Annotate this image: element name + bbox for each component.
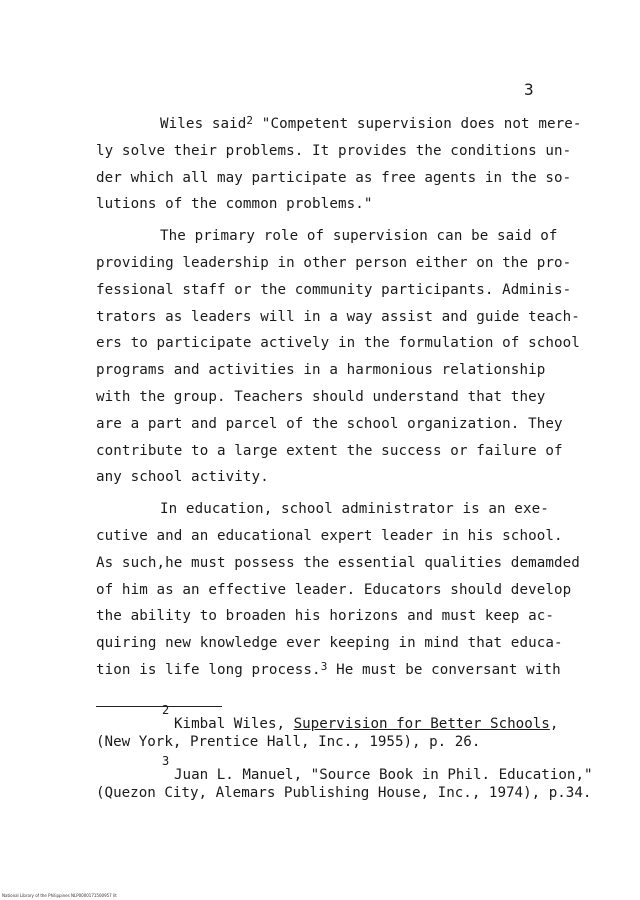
paragraph2-line2: providing leadership in other person either on the pro- xyxy=(96,254,572,271)
paragraph3-line3: As such,he must possess the essential qualities demamded xyxy=(96,554,580,571)
paragraph3-line2: cutive and an educational expert leader in his school. xyxy=(96,527,563,544)
paragraph1-line3: der which all may participate as free agents in the so- xyxy=(96,169,572,186)
paragraph2-line4: trators as leaders will in a way assist and guide teach- xyxy=(96,308,580,325)
paragraph2-line8: are a part and parcel of the school organization. They xyxy=(96,415,563,432)
text-segment: He must be conversant with xyxy=(327,661,561,678)
footnote-2-mark: 2 xyxy=(162,703,170,717)
footnote-ref-2: 2 xyxy=(246,114,254,127)
paragraph3-line6: quiring new knowledge ever keeping in mind that educa- xyxy=(96,635,563,652)
footnote-3-line1: Juan L. Manuel, "Source Book in Phil. Education," xyxy=(174,767,593,783)
paragraph2-line1: The primary role of supervision can be said of xyxy=(160,228,558,245)
paragraph2-line6: programs and activities in a harmonious relationship xyxy=(96,362,546,379)
paragraph2-line5: ers to participate actively in the formulation of school xyxy=(96,335,580,352)
paragraph3-line4: of him as an effective leader. Educators should develop xyxy=(96,581,572,598)
paragraph3-line1: In education, school administrator is an exe- xyxy=(160,501,549,518)
paragraph3-line5: the ability to broaden his horizons and must keep ac- xyxy=(96,608,555,625)
footnotes xyxy=(96,704,616,802)
scan-credit: National Library of the Philippines NLP0000171500957 lit xyxy=(2,893,117,898)
paragraph1-line1 xyxy=(96,114,582,143)
footnote-2-line2: (New York, Prentice Hall, Inc., 1955), p. 26. xyxy=(96,733,481,750)
text-segment: tion is life long process. xyxy=(96,661,321,678)
text-segment: Kimbal Wiles, xyxy=(174,716,294,732)
footnote-3-line2: (Quezon City, Alemars Publishing House, Inc., 1974), p.34. xyxy=(96,784,592,801)
paragraph1-line2: ly solve their problems. It provides the conditions un- xyxy=(96,142,572,159)
paragraph3-line7 xyxy=(96,659,566,689)
paragraph2-line9: contribute to a large extent the success or failure of xyxy=(96,442,563,459)
page-number: 3 xyxy=(524,80,534,99)
text-segment: , xyxy=(549,716,559,732)
footnote-ref-3: 3 xyxy=(320,659,328,673)
text-segment: "Competent supervision does not mere- xyxy=(253,116,582,132)
footnote-3-mark: 3 xyxy=(162,754,170,768)
paragraph2-line10: any school activity. xyxy=(96,469,269,486)
paragraph2-line3: fessional staff or the community participants. Adminis- xyxy=(96,281,572,298)
body-text xyxy=(96,114,582,689)
paragraph1-line4: lutions of the common problems." xyxy=(96,196,373,213)
footnote-2-line1 xyxy=(96,716,616,734)
paragraph2-line7: with the group. Teachers should understand that they xyxy=(96,388,546,405)
text-segment: Wiles said xyxy=(160,116,247,132)
book-title: Supervision for Better Schools xyxy=(293,716,550,732)
